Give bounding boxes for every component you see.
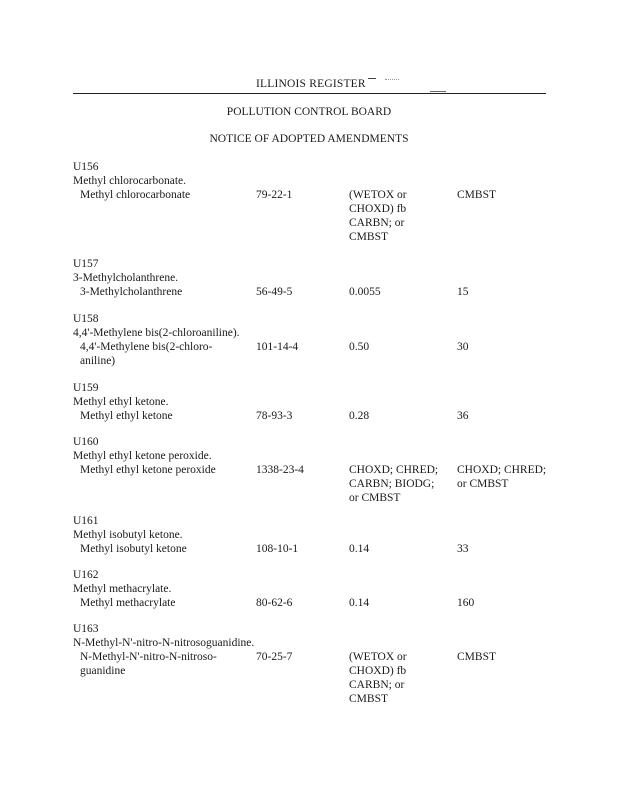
constituent-row xyxy=(73,285,563,299)
constituent-name-line: 3-Methylcholanthrene xyxy=(80,286,183,298)
nonwastewater-standard-line: 15 xyxy=(457,286,469,298)
constituent-name-line: Methyl chlorocarbonate xyxy=(80,189,191,201)
nonwastewater-standard xyxy=(457,285,567,299)
waste-code: U159 xyxy=(73,382,99,394)
constituent-name-line: Methyl methacrylate xyxy=(80,597,176,609)
constituent-name-line: aniline) xyxy=(80,355,116,367)
cas-number: 101-14-4 xyxy=(256,341,299,353)
cas-number: 80-62-6 xyxy=(256,597,293,609)
constituent-name xyxy=(80,542,250,556)
constituent-name-line: 4,4'-Methylene bis(2-chloro- xyxy=(80,341,213,353)
wastewater-standard-line: CHOXD; CHRED; xyxy=(349,464,439,476)
register-title: ILLINOIS REGISTER xyxy=(256,78,366,90)
agency-heading: POLLUTION CONTROL BOARD xyxy=(226,106,392,118)
waste-code: U160 xyxy=(73,436,99,448)
nonwastewater-standard-line: 33 xyxy=(457,543,469,555)
wastewater-standard-line: CHOXD) fb xyxy=(349,665,407,677)
nonwastewater-standard-line: 160 xyxy=(457,597,475,609)
waste-name: N-Methyl-N'-nitro-N-nitrosoguanidine. xyxy=(73,637,255,649)
header-scan-mark xyxy=(368,78,376,79)
constituent-row xyxy=(73,409,563,423)
wastewater-standard-line: CMBST xyxy=(349,693,388,705)
wastewater-standard-line: CMBST xyxy=(349,231,388,243)
waste-code: U162 xyxy=(73,569,99,581)
waste-entry xyxy=(73,312,563,368)
waste-entry xyxy=(73,381,563,423)
constituent-row xyxy=(73,188,563,244)
waste-entry xyxy=(73,435,563,505)
waste-name: Methyl ethyl ketone peroxide. xyxy=(73,450,212,462)
cas-number: 1338-23-4 xyxy=(256,464,304,476)
wastewater-standard xyxy=(349,188,454,244)
wastewater-standard xyxy=(349,409,454,423)
header-scan-mark xyxy=(385,79,399,80)
wastewater-standard xyxy=(349,596,454,610)
nonwastewater-standard-line: CHOXD; CHRED; xyxy=(457,464,547,476)
waste-code: U156 xyxy=(73,161,99,173)
constituent-name-line: Methyl ethyl ketone xyxy=(80,410,173,422)
header-rule xyxy=(73,93,546,94)
wastewater-standard xyxy=(349,542,454,556)
nonwastewater-standard xyxy=(457,188,567,202)
cas-number: 56-49-5 xyxy=(256,286,293,298)
wastewater-standard-line: CARBN; BIODG; xyxy=(349,478,435,490)
wastewater-standard-line: (WETOX or xyxy=(349,651,407,663)
nonwastewater-standard-line: CMBST xyxy=(457,189,496,201)
wastewater-standard-line: 0.50 xyxy=(349,341,370,353)
waste-entry xyxy=(73,568,563,610)
constituent-name xyxy=(80,650,250,678)
nonwastewater-standard-line: 30 xyxy=(457,341,469,353)
wastewater-standard-line: 0.0055 xyxy=(349,286,381,298)
waste-name: 4,4'-Methylene bis(2-chloroaniline). xyxy=(73,327,240,339)
waste-entry xyxy=(73,257,563,299)
waste-code: U158 xyxy=(73,313,99,325)
waste-name: Methyl isobutyl ketone. xyxy=(73,529,183,541)
waste-name: Methyl methacrylate. xyxy=(73,583,172,595)
constituent-name xyxy=(80,340,250,368)
constituent-row xyxy=(73,463,563,505)
waste-name: 3-Methylcholanthrene. xyxy=(73,272,179,284)
nonwastewater-standard xyxy=(457,409,567,423)
notice-heading: NOTICE OF ADOPTED AMENDMENTS xyxy=(209,133,409,145)
constituent-name-line: Methyl isobutyl ketone xyxy=(80,543,187,555)
waste-name: Methyl chlorocarbonate. xyxy=(73,175,187,187)
wastewater-standard-line: CHOXD) fb xyxy=(349,203,407,215)
constituent-name xyxy=(80,596,250,610)
waste-name: Methyl ethyl ketone. xyxy=(73,396,169,408)
constituent-name-line: N-Methyl-N'-nitro-N-nitroso- xyxy=(80,651,217,663)
wastewater-standard-line: CARBN; or xyxy=(349,679,405,691)
constituent-name xyxy=(80,285,250,299)
waste-code: U157 xyxy=(73,258,99,270)
wastewater-standard-line: 0.28 xyxy=(349,410,370,422)
constituent-row xyxy=(73,650,563,706)
constituent-name xyxy=(80,188,250,202)
nonwastewater-standard xyxy=(457,340,567,354)
nonwastewater-standard-line: CMBST xyxy=(457,651,496,663)
nonwastewater-standard xyxy=(457,596,567,610)
wastewater-standard xyxy=(349,340,454,354)
nonwastewater-standard xyxy=(457,463,567,491)
cas-number: 70-25-7 xyxy=(256,651,293,663)
cas-number: 78-93-3 xyxy=(256,410,293,422)
nonwastewater-standard xyxy=(457,650,567,664)
constituent-row xyxy=(73,340,563,368)
wastewater-standard xyxy=(349,650,454,706)
wastewater-standard-line: or CMBST xyxy=(349,492,401,504)
waste-entry xyxy=(73,160,563,244)
cas-number: 108-10-1 xyxy=(256,543,299,555)
wastewater-standard xyxy=(349,285,454,299)
wastewater-standard xyxy=(349,463,454,505)
constituent-name-line: guanidine xyxy=(80,665,126,677)
header-scan-mark xyxy=(430,91,446,92)
waste-entry xyxy=(73,622,563,706)
cas-number: 79-22-1 xyxy=(256,189,293,201)
constituent-name xyxy=(80,463,250,477)
wastewater-standard-line: (WETOX or xyxy=(349,189,407,201)
wastewater-standard-line: CARBN; or xyxy=(349,217,405,229)
nonwastewater-standard-line: or CMBST xyxy=(457,478,509,490)
waste-code: U161 xyxy=(73,515,99,527)
constituent-name xyxy=(80,409,250,423)
constituent-row xyxy=(73,542,563,556)
constituent-name-line: Methyl ethyl ketone peroxide xyxy=(80,464,216,476)
wastewater-standard-line: 0.14 xyxy=(349,543,370,555)
waste-code: U163 xyxy=(73,623,99,635)
wastewater-standard-line: 0.14 xyxy=(349,597,370,609)
nonwastewater-standard-line: 36 xyxy=(457,410,469,422)
waste-entry xyxy=(73,514,563,556)
nonwastewater-standard xyxy=(457,542,567,556)
constituent-row xyxy=(73,596,563,610)
